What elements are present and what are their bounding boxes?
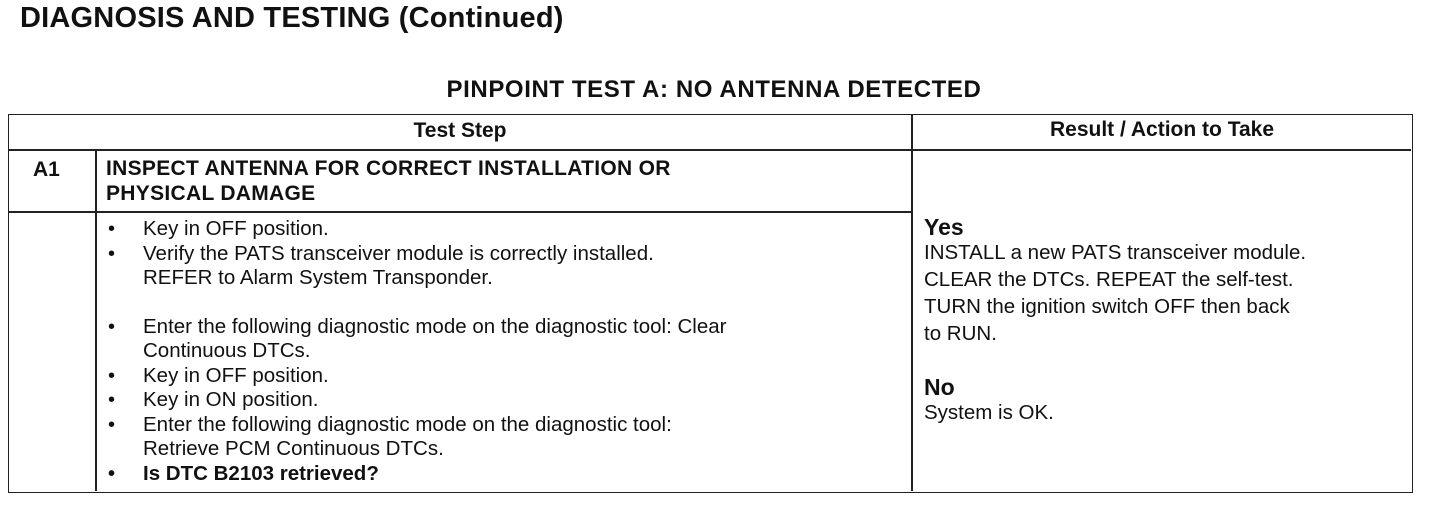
result-line: TURN the ignition switch OFF then back (924, 295, 1290, 318)
list-item (105, 217, 905, 242)
no-label: No (924, 374, 955, 400)
list-item (105, 315, 905, 364)
result-line: System is OK. (924, 401, 1054, 424)
pinpoint-test-title: PINPOINT TEST A: NO ANTENNA DETECTED (446, 76, 982, 103)
list-item (105, 242, 905, 291)
bullet-icon: • (108, 218, 116, 240)
bullet-icon: • (108, 413, 116, 436)
bullet-icon: • (108, 462, 116, 485)
list-item (105, 462, 905, 487)
result-header: Result / Action to Take (1049, 118, 1275, 141)
result-line: to RUN. (924, 322, 997, 345)
instruction-text: Retrieve PCM Continuous DTCs. (143, 437, 444, 460)
step-title-line: PHYSICAL DAMAGE (106, 182, 316, 205)
instruction-text: Continuous DTCs. (143, 339, 311, 362)
bullet-icon: • (108, 242, 116, 265)
list-item (105, 413, 905, 462)
id-column-divider (95, 151, 97, 491)
instruction-text: REFER to Alarm System Transponder. (143, 266, 493, 289)
pinpoint-test-table (8, 114, 1413, 493)
instruction-text: Verify the PATS transceiver module is correctly installed. (143, 241, 654, 265)
list-item (105, 388, 905, 413)
step-instructions (105, 217, 905, 486)
instruction-question: Is DTC B2103 retrieved? (143, 461, 379, 485)
yes-label: Yes (924, 214, 964, 240)
step-title-line: INSPECT ANTENNA FOR CORRECT INSTALLATION OR (106, 157, 671, 180)
page-heading: DIAGNOSIS AND TESTING (Continued) (20, 2, 564, 34)
step-title (106, 156, 866, 206)
result-no (924, 375, 1414, 426)
column-divider (911, 115, 913, 491)
instruction-text: Key in OFF position. (143, 217, 329, 240)
bullet-icon: • (108, 315, 116, 338)
instruction-text: Enter the following diagnostic mode on the diagnostic tool: Clear (143, 314, 727, 338)
step-id: A1 (33, 158, 60, 181)
result-yes (924, 215, 1414, 347)
bullet-icon: • (108, 389, 116, 411)
instruction-text: Key in ON position. (143, 388, 319, 411)
list-item (105, 364, 905, 389)
result-line: INSTALL a new PATS transceiver module. (924, 241, 1307, 264)
instruction-text: Enter the following diagnostic mode on the diagnostic tool: (143, 412, 672, 436)
header-row-divider (9, 149, 1411, 151)
step-title-divider (9, 211, 911, 213)
result-line: CLEAR the DTCs. REPEAT the self-test. (924, 268, 1294, 291)
test-step-header: Test Step (413, 119, 507, 142)
instruction-text: Key in OFF position. (143, 363, 329, 387)
bullet-icon: • (108, 364, 116, 387)
